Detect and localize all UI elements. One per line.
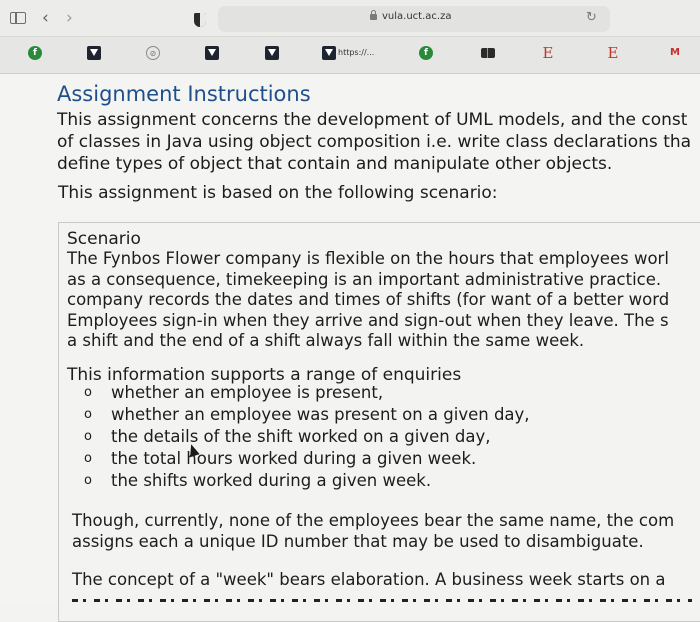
compass-icon[interactable]: ⊘ [146, 46, 160, 60]
back-arrow-icon[interactable]: ‹ [42, 8, 49, 28]
browser-toolbar [0, 0, 700, 37]
vula-icon[interactable] [87, 46, 101, 60]
intro-line: This assignment concerns the development of UML models, and the const [57, 110, 688, 130]
gmail-icon[interactable]: M [670, 47, 680, 58]
bullet-marker: o [84, 429, 92, 444]
vula-icon[interactable] [265, 46, 279, 60]
privacy-shield-icon[interactable] [194, 13, 206, 27]
intro-line: of classes in Java using object composition i.e. write class declarations tha [57, 132, 692, 152]
scenario-line: company records the dates and times of shifts (for want of a better word [67, 290, 670, 309]
lock-icon [370, 14, 377, 20]
cut-off-text-line [72, 594, 692, 602]
address-bar[interactable] [218, 6, 610, 32]
list-item-text: whether an employee is present, [111, 383, 384, 402]
scenario-line: as a consequence, timekeeping is an important administrative practice. [67, 269, 662, 289]
enquiries-list [80, 382, 530, 492]
reload-icon[interactable]: ↻ [586, 10, 597, 25]
list-item-text: the total hours worked during a given week. [111, 449, 477, 468]
list-item [80, 404, 530, 426]
tab-strip [0, 37, 700, 74]
bullet-marker: o [84, 385, 92, 400]
id-line: assigns each a unique ID number that may be used to disambiguate. [72, 532, 644, 551]
sidebar-toggle-icon[interactable] [10, 12, 26, 24]
week-paragraph: The concept of a "week" bears elaboration. A business week starts on a [72, 570, 666, 589]
e-icon[interactable]: E [607, 44, 619, 62]
scenario-line: The Fynbos Flower company is flexible on the hours that employees worl [67, 249, 669, 268]
scenario-paragraph [67, 249, 669, 352]
list-item-text: the shifts worked during a given week. [111, 471, 432, 490]
based-on-text: This assignment is based on the following scenario: [58, 183, 498, 203]
list-item-text: the details of the shift worked on a given day, [111, 427, 491, 446]
forward-arrow-icon[interactable]: › [66, 8, 73, 28]
url-text: vula.uct.ac.za [382, 11, 452, 22]
intro-line: define types of object that contain and manipulate other objects. [57, 154, 613, 174]
book-icon[interactable] [481, 48, 495, 58]
tab-label[interactable]: https://... [338, 48, 375, 57]
id-paragraph [72, 510, 674, 552]
list-item [80, 448, 530, 470]
scenario-title: Scenario [67, 229, 141, 249]
intro-paragraph [57, 109, 691, 175]
vula-icon[interactable] [322, 46, 336, 60]
e-icon[interactable]: E [542, 44, 554, 62]
list-item [80, 426, 530, 448]
supports-text: This information supports a range of enquiries [67, 365, 462, 385]
scenario-line: a shift and the end of a shift always fall within the same week. [67, 331, 585, 350]
bullet-marker: o [84, 473, 92, 488]
vula-icon[interactable] [205, 46, 219, 60]
green-circle-icon[interactable]: f [419, 46, 433, 60]
page-content [0, 74, 700, 602]
id-line: Though, currently, none of the employees bear the same name, the com [72, 511, 675, 530]
list-item [80, 470, 530, 492]
scenario-line: Employees sign-in when they arrive and sign-out when they leave. The s [67, 310, 669, 330]
bullet-marker: o [84, 451, 92, 466]
green-circle-icon[interactable]: f [28, 46, 42, 60]
list-item-text: whether an employee was present on a given day, [111, 405, 530, 424]
list-item [80, 382, 530, 404]
bullet-marker: o [84, 407, 92, 422]
page-title: Assignment Instructions [57, 82, 311, 106]
